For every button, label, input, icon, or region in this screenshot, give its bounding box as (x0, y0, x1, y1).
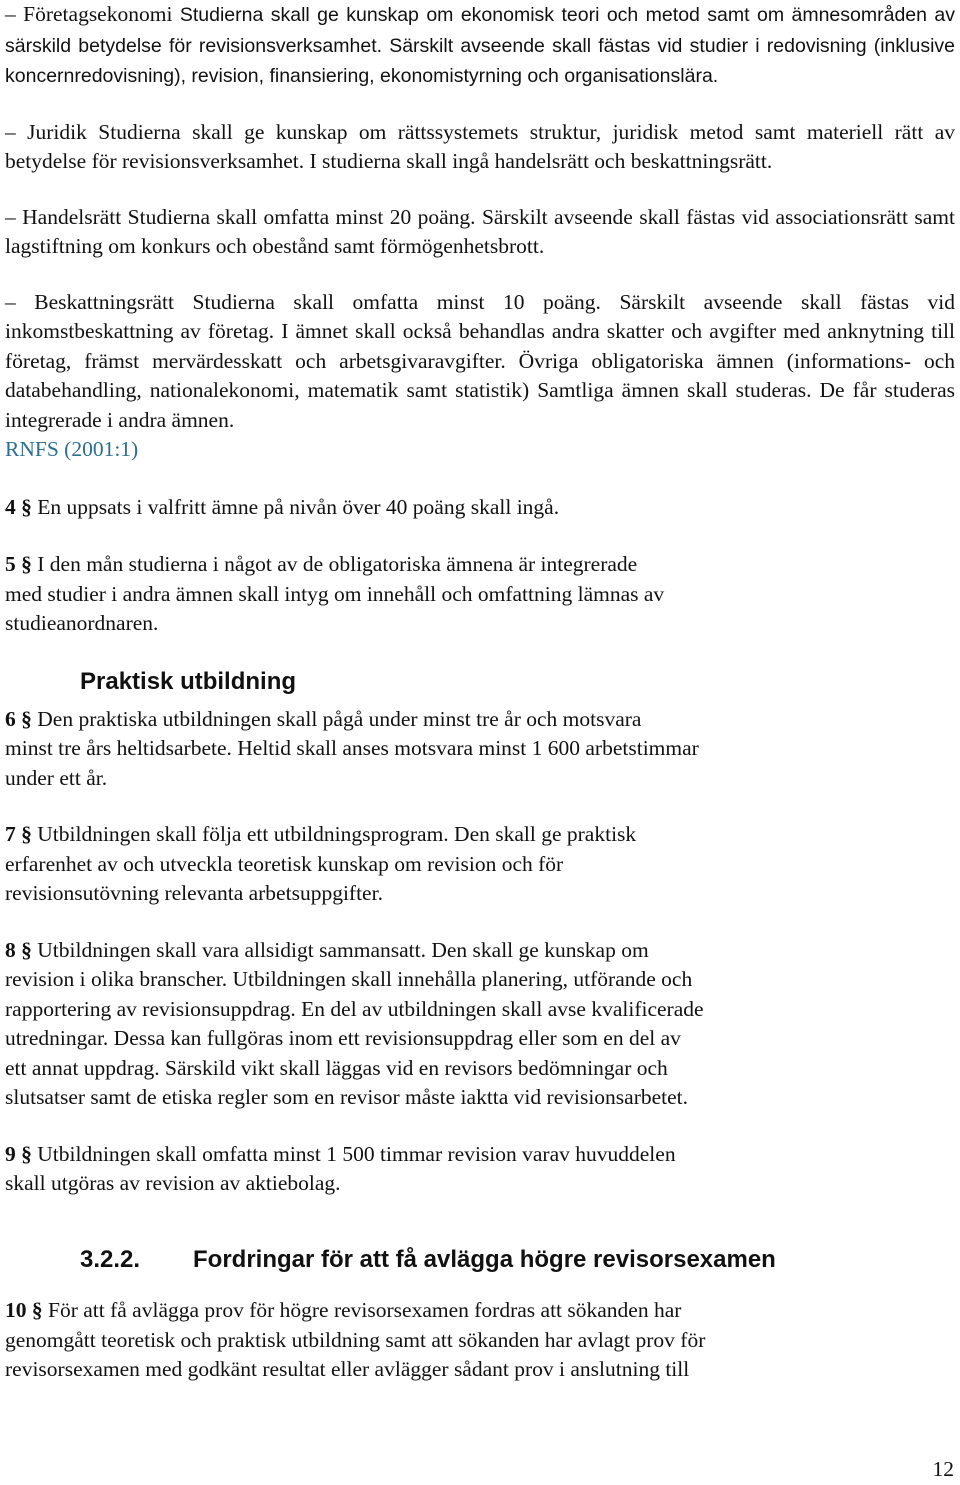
section-symbol: § (21, 552, 32, 576)
section-number: 5 (5, 552, 16, 576)
section-paragraph (5, 493, 955, 523)
section-line: revision i olika branscher. Utbildningen skall innehålla planering, utförande och (5, 967, 693, 991)
document-page (5, 0, 955, 1385)
section-number: 8 (5, 937, 16, 962)
section-number: 6 (5, 706, 16, 731)
section-line: Utbildningen skall följa ett utbildningsprogram. Den skall ge praktisk (37, 822, 637, 846)
dash: – (5, 204, 16, 229)
sections-group-b (5, 705, 955, 1199)
sections-group-a (5, 493, 955, 639)
paragraph-handelsratt (5, 203, 955, 262)
item-text: Studierna skall ge kunskap om ekonomisk teori och metod samt om ämnesområden av särskild betydelse för revisionsverksamhet. Särskilt avseende skall fästas vid studier i redovisning (inklusive koncernredovisning), revision, finansiering, ekonomistyrning och organisationslära. (5, 4, 956, 87)
section-paragraph (5, 936, 955, 1113)
heading-number: 3.2.2. (80, 1245, 141, 1273)
sections-group-c (5, 1296, 955, 1385)
section-line: rapportering av revisionsuppdrag. En del av utbildningen skall avse kvalificerade (5, 996, 704, 1021)
section-line: Utbildningen skall omfatta minst 1 500 timmar revision varav huvuddelen (37, 1141, 676, 1166)
paragraph-beskattningsratt (5, 288, 955, 465)
section-line: Utbildningen skall vara allsidigt sammansatt. Den skall ge kunskap om (37, 937, 649, 962)
heading-title: Fordringar för att få avlägga högre revisorsexamen (193, 1245, 776, 1273)
section-symbol: § (21, 937, 32, 962)
section-line: erfarenhet av och utveckla teoretisk kunskap om revision och för (5, 851, 564, 876)
section-paragraph (5, 705, 955, 794)
dash: – (5, 2, 16, 26)
section-symbol: § (21, 706, 32, 731)
section-line: utredningar. Dessa kan fullgöras inom ett revisionsuppdrag eller som en del av (5, 1026, 681, 1050)
dash: – (5, 119, 16, 144)
section-paragraph (5, 820, 955, 909)
heading-praktisk-utbildning: Praktisk utbildning (80, 667, 297, 695)
section-symbol: § (21, 1141, 32, 1166)
item-label: Handelsrätt (22, 204, 122, 229)
item-text: Studierna skall ge kunskap om rättssystemets struktur, juridisk metod samt materiell rätt av betydelse för revisionsverksamhet. I studierna skall ingå handelsrätt och beskattningsrätt. (5, 119, 955, 173)
section-line: ett annat uppdrag. Särskild vikt skall läggas vid en revisors bedömningar och (5, 1055, 668, 1080)
section-number: 4 (5, 494, 16, 519)
section-line: revisionsutövning relevanta arbetsuppgifter. (5, 881, 383, 905)
item-text: Studierna skall omfatta minst 10 poäng. Särskilt avseende skall fästas vid inkomstbeskattning av företag. I ämnet skall också behandlas andra skatter och avgifter med anknytning till företag, främst mervärdesskatt och arbetsgivaravgifter. Övriga obligatoriska ämnen (informations- och databehandling, nationalekonomi, matematik samt statistik) Samtliga ämnen skall studeras. De får studeras integrerade i andra ämnen. (5, 289, 955, 432)
section-line: studieanordnaren. (5, 611, 159, 635)
section-line: genomgått teoretisk och praktisk utbildning samt att sökanden har avlagt prov för (5, 1327, 706, 1352)
section-number: 7 (5, 822, 16, 846)
section-line: skall utgöras av revision av aktiebolag. (5, 1171, 341, 1195)
item-label: Juridik (27, 119, 87, 144)
heading-fordringar (5, 1243, 955, 1277)
section-number: 9 (5, 1141, 16, 1166)
section-line: I den mån studierna i något av de obligatoriska ämnena är integrerade (37, 552, 638, 576)
section-line: under ett år. (5, 765, 108, 790)
section-line: Den praktiska utbildningen skall pågå under minst tre år och motsvara (37, 706, 642, 731)
item-text: Studierna skall omfatta minst 20 poäng. Särskilt avseende skall fästas vid associationsrätt samt lagstiftning om konkurs och obestånd samt förmögenhetsbrott. (5, 204, 956, 258)
section-symbol: § (21, 822, 32, 846)
section-paragraph (5, 1140, 955, 1199)
section-number: 10 (5, 1298, 27, 1323)
section-line: slutsatser samt de etiska regler som en revisor måste iaktta vid revisionsarbetet. (5, 1085, 689, 1109)
section-line: En uppsats i valfritt ämne på nivån över 40 poäng skall ingå. (37, 494, 560, 519)
dash: – (5, 289, 16, 314)
section-line: minst tre års heltidsarbete. Heltid skall anses motsvara minst 1 600 arbetstimmar (5, 736, 699, 760)
section-paragraph (5, 550, 955, 639)
section-symbol: § (21, 494, 32, 519)
item-label: Beskattningsrätt (34, 289, 174, 314)
section-paragraph (5, 1296, 955, 1385)
section-line: revisorsexamen med godkänt resultat eller avlägger sådant prov i anslutning till (5, 1357, 690, 1382)
reference-link[interactable]: RNFS (2001:1) (5, 437, 139, 461)
section-line: För att få avlägga prov för högre revisorsexamen fordras att sökanden har (48, 1298, 682, 1323)
paragraph-foretagsekonomi (5, 0, 955, 92)
page-number: 12 (932, 1457, 954, 1481)
item-label: Företagsekonomi (23, 2, 173, 26)
section-line: med studier i andra ämnen skall intyg om innehåll och omfattning lämnas av (5, 581, 665, 606)
section-symbol: § (31, 1298, 43, 1323)
paragraph-juridik (5, 118, 955, 177)
